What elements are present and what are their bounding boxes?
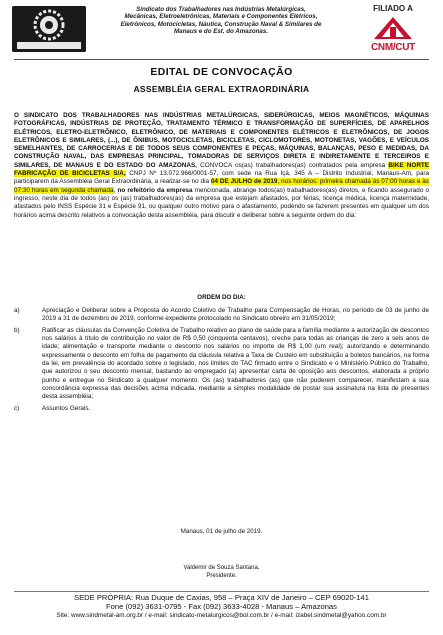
union-name-line: Manaus e do Est. do Amazonas. <box>174 28 268 36</box>
union-name-line: Eletrônicos, Motocicletas, Náutica, Construção Naval & Similares de <box>120 20 322 28</box>
cnm-emblem-icon <box>360 15 426 41</box>
document-title: EDITAL DE CONVOCAÇÃO <box>150 66 293 78</box>
assembly-times-highlight: primeira chamada às 07:00 horas e às 07:30 horas em segunda chamada <box>14 178 429 194</box>
footer-contacts[interactable]: Site: www.sindmetal-am.org.br / e-mail: sindicato-metalurgicos@bol.com.br / e-mail: izabel.sindmetal@yahoo.com.br <box>56 612 387 619</box>
assembly-place: no refeitório da empresa <box>117 186 193 194</box>
body-text-part: , nos horários: <box>277 178 320 186</box>
footer-divider <box>14 591 429 592</box>
agenda-item-text: Apreciação e Deliberar sobre a Proposta do Acordo Coletivo de Trabalho para Compensação de Horas, no período de 03 de junho de 2019 a 31 de dezembro de 2019, conforme expediente protocolado no Sindicato obreiro em 31/05/2019; <box>42 307 429 323</box>
body-text-part: , <box>113 186 118 194</box>
assembly-date-highlight: 04 DE JULHO de 2019 <box>210 178 278 186</box>
header-divider <box>14 59 429 60</box>
agenda-item <box>14 405 429 413</box>
agenda-item-label: a) <box>14 307 20 314</box>
union-logo <box>12 6 86 52</box>
footer-phone: Fone (092) 3631-0795 - Fax (092) 3633-4028 - Manaus – Amazonas <box>106 602 337 611</box>
convocation-text <box>14 112 429 220</box>
footer-address: SEDE PRÓPRIA: Rua Duque de Caxias, 958 – Praça XIV de Janeiro – CEP 69020-141 <box>74 593 369 602</box>
cnm-label: CNM/CUT <box>370 42 415 53</box>
date-line: Manaus, 01 de julho de 2019. <box>180 528 263 535</box>
document-subtitle: ASSEMBLÉIA GERAL EXTRAORDINÁRIA <box>133 84 310 94</box>
signature-block <box>0 565 443 580</box>
union-name-line: Mecânicas, Eletroeletrônicas, Materiais e Componentes Elétricos, <box>124 13 318 21</box>
letterhead <box>0 0 443 60</box>
agenda-list <box>14 307 429 416</box>
gear-emblem-icon <box>12 6 86 52</box>
cnm-cut-logo <box>360 15 426 53</box>
body-text-part: CNPJ Nº 13.072.966/0001-57, com sede na Rua Içá, 345 A – Distrito Industrial, Manaus-Am, para participarem da Assembléia Geral Extraordinária, a realizar-se no dia <box>14 170 429 186</box>
affiliation-label: FILIADO A <box>373 4 413 13</box>
agenda-item-text: Ratificar as cláusulas da Convenção Coletiva de Trabalho relativo ao plano de saúde para a família mediante a autorização de descontos nos salários à título de contribuição no valor de R$ 0,50 (cinquenta centavos), creche para todas as crianças de zero a seis anos de idade; alimentação e transporte mediante o desconto nos salários no importe de R$ 1,00 (um real); autorizando e determinando expressamente o desconto em folha de pagamento da cláusula relativa a Taxa de Custeio em substituição a boletos bancários, na forma da lei, em prevalência do acordado sobre o legislado, nos limites do TAC firmado entre o Sindicato e o Ministério Público do Trabalho, que autorizou o seu desconto mensal, bastando ao empregado (a) apresentar carta de oposição aos descontos, elaborada a próprio punho e entregue no Sindicato a qualquer momento. Os (as) trabalhadores (as) que não puderem comparecer, manifestam a sua concordância expressa das decisões acima indicada, mediante a simples modalidade de postar sua assinatura na lista de presentes desta assembléia; <box>42 326 429 401</box>
company-name-highlight: BIKE NORTE FABRICAÇÃO DE BICICLETAS S/A, <box>14 161 430 178</box>
agenda-item <box>14 327 429 402</box>
agenda-title: ORDEM DO DIA: <box>197 294 246 301</box>
agenda-item-label: b) <box>14 326 20 334</box>
signatory-name: Valdemir de Souza Santana, <box>183 565 260 571</box>
agenda-item-label: c) <box>14 404 20 412</box>
union-name <box>96 6 346 36</box>
body-text-part: mencionada, abrange todos(as) trabalhadores(as) diretos, e ficando assegurado o ingresso, neste dia de todos (as) os (as) trabalhadores(as) da empresa que estejam afastados, por férias, licença médica, licença maternidade, afastados pelo INSS Espécie 31 e Espécie 91, ou qualquer outro motivo para o afastamento, podendo se fazerem presentes em qualquer um dos horários acima descrito relativos a convocação desta assembléia, para discutir e deliberar sobre a seguinte ordem do dia: <box>14 186 430 219</box>
union-full-name: O SINDICATO DOS TRABALHADORES NAS INDÚSTRIAS METALÚRGICAS, SIDERÚRGICAS, MEIOS MAGNÉTICOS, MÁQUINAS FOTOGRÁFICAS, INDÚSTRIAS DE PROTEÇÃO, TRATAMENTO TÉRMICO E TRANSFORMAÇÃO DE SUPERFÍCIES, DE APARELHOS ELÉTRICOS, ELETRO-ELETRÔNICO, ELETRÔNICO, DE MATERIAIS E COMPONENTES ELÉTRICOS E ELETRÔNICOS, DE JOGOS ELETRÔNICOS E SIMILARES, (...), DE ÔNIBUS, MOTOCICLETAS, BICICLETAS, CICLOMOTORES, MOTONETAS, VAGÕES, E VEÍCULOS SEMELHANTES, DE CARROCERIAS E DE TODOS SEUS COMPONENTES E PEÇAS, MÁQUINAS, BALANÇAS, PESO E MEDIDAS, DA CONSTRUÇÃO NAVAL, DAS EMPRESAS PRINCIPAL, TOMADORAS DE SERVIÇOS DIRETA E INDIRETAMENTE E TERCEIROS E SIMILARES, DE MANAUS E DO ESTADO DO AMAZONAS, <box>14 112 429 169</box>
agenda-item-text: Assuntos Gerais. <box>42 404 91 412</box>
union-name-line: Sindicato dos Trabalhadores nas Indústrias Metalúrgicas, <box>136 6 306 13</box>
signatory-role: Presidente. <box>206 572 237 579</box>
footer <box>0 593 443 620</box>
agenda-item <box>14 307 429 324</box>
body-text-part: CONVOCA os(as) trabalhadores(as) contratados pela empresa <box>200 161 389 169</box>
